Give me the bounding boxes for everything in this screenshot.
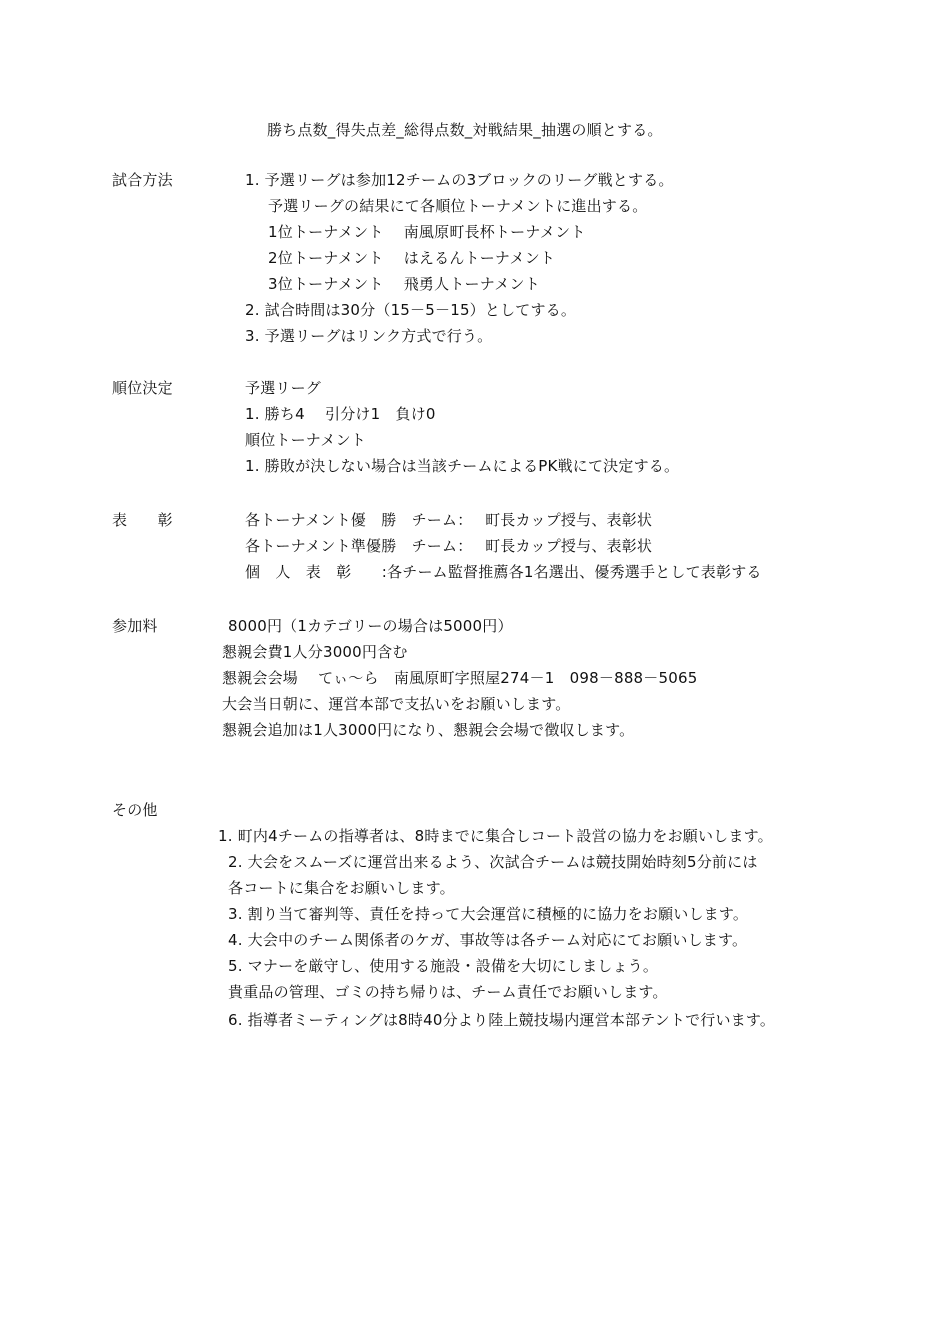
fee-line: 8000円（1カテゴリーの場合は5000円） — [228, 617, 513, 635]
fee-label: 参加料 — [112, 617, 158, 635]
ranking-label: 順位決定 — [112, 379, 173, 397]
awards-line: 個 人 表 彰 :各チーム監督推薦各1名選出、優秀選手として表彰する — [245, 563, 762, 581]
other-line: 貴重品の管理、ゴミの持ち帰りは、チーム責任でお願いします。 — [228, 983, 668, 1001]
match-method-line: 2. 試合時間は30分（15－5－15）としてする。 — [245, 301, 577, 319]
fee-line: 懇親会追加は1人3000円になり、懇親会会場で徴収します。 — [222, 721, 635, 739]
match-method-line: 2位トーナメント はえるんトーナメント — [268, 249, 556, 267]
match-method-label: 試合方法 — [112, 171, 173, 189]
other-line: 1. 町内4チームの指導者は、8時までに集合しコート設営の協力をお願いします。 — [218, 827, 773, 845]
other-line: 2. 大会をスムーズに運営出来るよう、次試合チームは競技開始時刻5分前には — [228, 853, 758, 871]
awards-line: 各トーナメント準優勝 チーム： 町長カップ授与、表彰状 — [245, 537, 653, 555]
awards-label: 表 彰 — [112, 511, 173, 529]
match-method-line: 1位トーナメント 南風原町長杯トーナメント — [268, 223, 586, 241]
fee-line: 大会当日朝に、運営本部で支払いをお願いします。 — [222, 695, 571, 713]
other-line: 各コートに集合をお願いします。 — [228, 879, 455, 897]
match-method-line: 1. 予選リーグは参加12チームの3ブロックのリーグ戦とする。 — [245, 171, 674, 189]
fee-line: 懇親会会場 てぃ～ら 南風原町字照屋274－1 098－888－5065 — [222, 669, 698, 687]
fee-line: 懇親会費1人分3000円含む — [222, 643, 408, 661]
other-line: 4. 大会中のチーム関係者のケガ、事故等は各チーム対応にてお願いします。 — [228, 931, 748, 949]
other-line: 6. 指導者ミーティングは8時40分より陸上競技場内運営本部テントで行います。 — [228, 1011, 776, 1029]
other-line: 5. マナーを厳守し、使用する施設・設備を大切にしましょう。 — [228, 957, 659, 975]
ranking-line: 予選リーグ — [245, 379, 322, 397]
other-label: その他 — [112, 801, 158, 819]
ranking-line: 1. 勝敗が決しない場合は当該チームによるPK戦にて決定する。 — [245, 457, 680, 475]
header-line: 勝ち点数_得失点差_総得点数_対戦結果_抽選の順とする。 — [267, 121, 663, 139]
match-method-line: 3位トーナメント 飛勇人トーナメント — [268, 275, 540, 293]
other-line: 3. 割り当て審判等、責任を持って大会運営に積極的に協力をお願いします。 — [228, 905, 749, 923]
match-method-line: 予選リーグの結果にて各順位トーナメントに進出する。 — [268, 197, 648, 215]
ranking-line: 1. 勝ち4 引分け1 負け0 — [245, 405, 436, 423]
awards-line: 各トーナメント優 勝 チーム： 町長カップ授与、表彰状 — [245, 511, 653, 529]
ranking-line: 順位トーナメント — [245, 431, 367, 449]
match-method-line: 3. 予選リーグはリンク方式で行う。 — [245, 327, 493, 345]
